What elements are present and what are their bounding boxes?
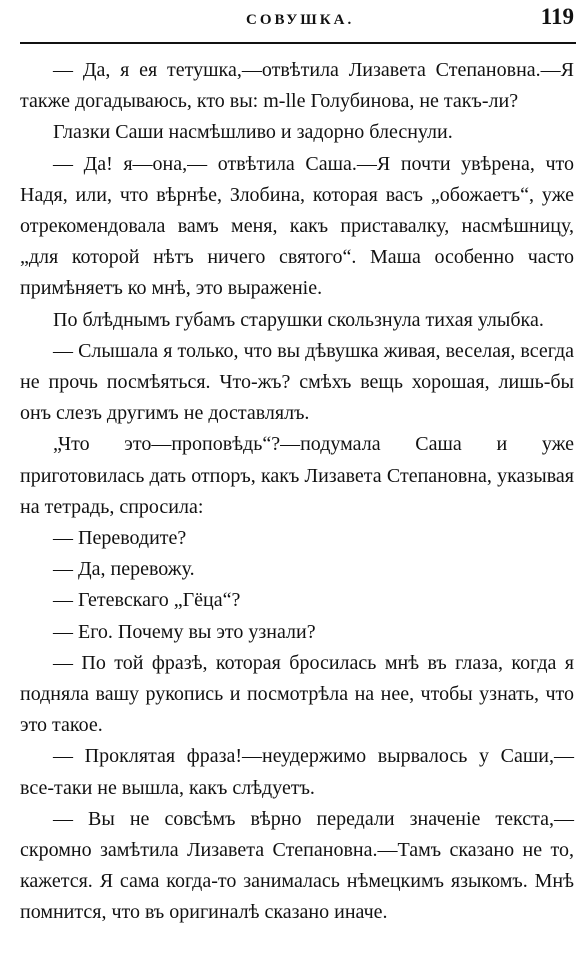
- body-text: [20, 55, 574, 929]
- paragraph: — Переводите?: [53, 527, 187, 550]
- running-head: [0, 0, 588, 40]
- paragraph: — Его. Почему вы это узнали?: [53, 620, 316, 643]
- header-rule: [20, 42, 576, 44]
- paragraph: — Да! я—она,— отвѣтила Саша.—Я почти увѣрена, что Надя, или, что вѣрнѣе, Злобина, которая васъ „обожаетъ“, уже отрекомендовала вамъ меня, какъ приставалку, насмѣшницу, „для которой нѣтъ ничего святого“. Маша особенно часто примѣняетъ ко мнѣ, это выраженіе.: [20, 152, 574, 300]
- paragraph: „Что это—проповѣдь“?—подумала Саша и уже приготовилась дать отпоръ, какъ Лизавета Степановна, указывая на тетрадь, спросила:: [20, 433, 574, 518]
- paragraph: По блѣднымъ губамъ старушки скользнула тихая улыбка.: [53, 308, 544, 331]
- paragraph: — Да, перевожу.: [53, 558, 195, 581]
- paragraph: — Вы не совсѣмъ вѣрно передали значеніе текста,—скромно замѣтила Лизавета Степановна.—Тамъ сказано не то, кажется. Я сама когда-то занималась нѣмецкимъ языкомъ. Мнѣ помнится, что въ оригиналѣ сказано иначе.: [20, 807, 574, 924]
- paragraph: — Слышала я только, что вы дѣвушка живая, веселая, всегда не прочь посмѣяться. Что-жъ? смѣхъ вещь хорошая, лишь-бы онъ слезъ другимъ не доставлялъ.: [20, 339, 574, 425]
- running-title: СОВУШКА.: [246, 12, 355, 28]
- paragraph: — По той фразѣ, которая бросилась мнѣ въ глаза, когда я подняла вашу рукопись и посмотрѣла на нее, чтобы узнать, что это такое.: [20, 651, 574, 737]
- paragraph: Глазки Саши насмѣшливо и задорно блеснули.: [53, 121, 453, 144]
- page-number: 119: [540, 4, 574, 29]
- paragraph: — Проклятая фраза!—неудержимо вырвалось у Саши,—все-таки не вышла, какъ слѣдуетъ.: [20, 745, 574, 799]
- paragraph: — Да, я ея тетушка,—отвѣтила Лизавета Степановна.—Я также догадываюсь, кто вы: m-lle Голубинова, не такъ-ли?: [20, 59, 574, 113]
- paragraph: — Гетевскаго „Гёца“?: [53, 589, 241, 612]
